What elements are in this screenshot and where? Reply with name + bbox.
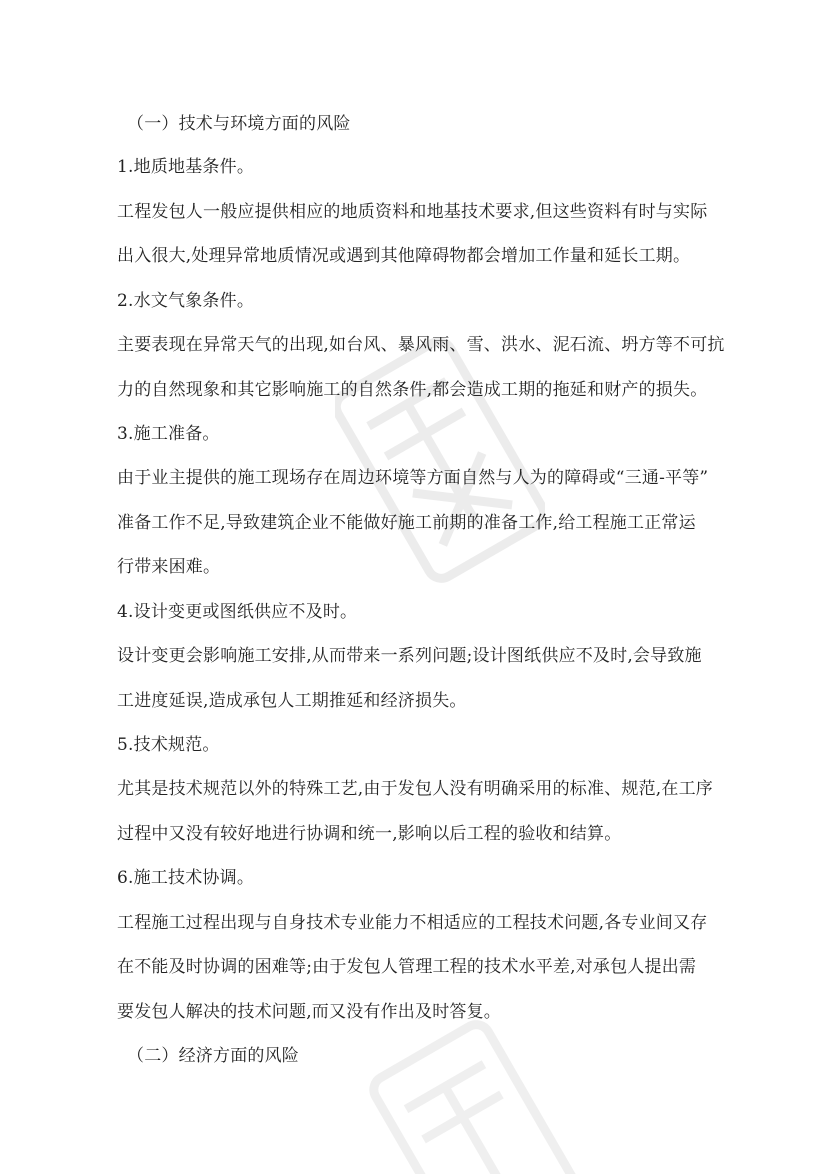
item-4-body-line-1: 设计变更会影响施工安排,从而带来一系列问题;设计图纸供应不及时,会导致施	[117, 646, 702, 666]
item-6-body-line-3: 要发包人解决的技术问题,而又没有作出及时答复。	[117, 1002, 502, 1022]
item-3-body-line-2: 准备工作不足,导致建筑企业不能做好施工前期的准备工作,给工程施工正常运	[117, 513, 696, 533]
item-2-title: 2.水文气象条件。	[117, 291, 255, 311]
item-2-body-line-2: 力的自然现象和其它影响施工的自然条件,都会造成工期的拖延和财产的损失。	[117, 380, 708, 400]
watermark-logo	[335, 335, 545, 585]
item-5-body-line-1: 尤其是技术规范以外的特殊工艺,由于发包人没有明确采用的标准、规范,在工序	[117, 779, 714, 799]
item-6-body-line-2: 在不能及时协调的困难等;由于发包人管理工程的技术水平差,对承包人提出需	[117, 957, 697, 977]
item-5-title: 5.技术规范。	[117, 735, 220, 755]
item-5-body-line-2: 过程中又没有较好地进行协调和统一,影响以后工程的验收和结算。	[117, 824, 622, 844]
watermark-logo-bottom	[360, 1010, 580, 1174]
item-3-title: 3.施工准备。	[117, 424, 220, 444]
item-1-body-line-1: 工程发包人一般应提供相应的地质资料和地基技术要求,但这些资料有时与实际	[117, 202, 708, 222]
item-1-body-line-2: 出入很大,处理异常地质情况或遇到其他障碍物都会增加工作量和延长工期。	[117, 246, 691, 266]
item-6-title: 6.施工技术协调。	[117, 868, 255, 888]
section-2-heading: （二）经济方面的风险	[127, 1046, 299, 1066]
item-3-body-line-1: 由于业主提供的施工现场存在周边环境等方面自然与人为的障碍或“三通-平等”	[117, 468, 709, 488]
item-4-body-line-2: 工进度延误,造成承包人工期推延和经济损失。	[117, 691, 467, 711]
section-1-heading: （一）技术与环境方面的风险	[127, 114, 351, 134]
item-2-body-line-1: 主要表现在异常天气的出现,如台风、暴风雨、雪、洪水、泥石流、坍方等不可抗	[117, 335, 725, 355]
item-1-title: 1.地质地基条件。	[117, 157, 255, 177]
item-4-title: 4.设计变更或图纸供应不及时。	[117, 602, 358, 622]
item-3-body-line-3: 行带来困难。	[117, 557, 221, 577]
item-6-body-line-1: 工程施工过程出现与自身技术专业能力不相适应的工程技术问题,各专业间又存	[117, 913, 708, 933]
